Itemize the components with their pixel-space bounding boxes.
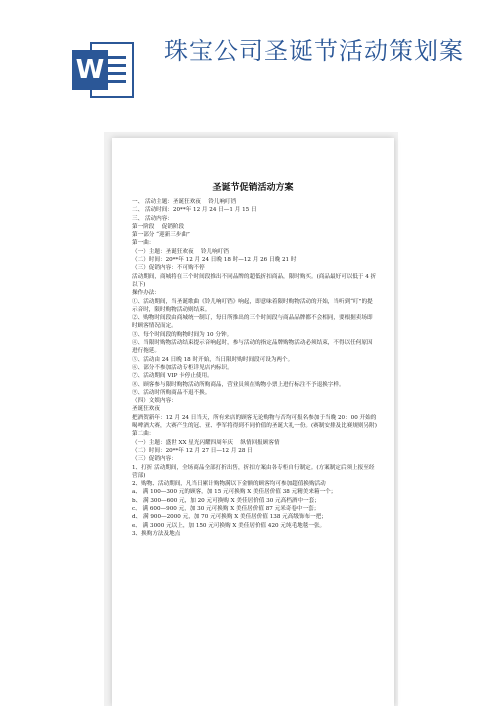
document-line: 把酒贺新年：12 月 24 日当天，所有来店的顾客无论购物与否均可报名参加于当晚 20：00 开始的喝啤酒大赛，大赛产生的冠、亚、季军将得到不同价值的圣诞大礼一份。(赛制安排及比赛规则另附) bbox=[132, 414, 377, 430]
document-line: 1、打折 活动期间，全场商品全部打折出售，折扣方案由各专柜自行制定。(方案制定后须上报至经营部) bbox=[132, 464, 375, 479]
document-line: （二）时间：20**年 12 月 24 日晚 18 时—12 月 26 日晚 21 时 bbox=[132, 257, 297, 264]
document-line: ⑨、活动时所购商品不退不换。 bbox=[132, 389, 211, 396]
document-line: ⑦、活动期间 VIP 卡停止使用。 bbox=[132, 373, 213, 380]
document-body bbox=[112, 198, 394, 538]
document-line: d、 满 900—2000 元，加 70 元可换购 X 美佳居价值 138 元高级饰布一把； bbox=[132, 514, 327, 521]
document-line: （三）促销内容： bbox=[132, 456, 177, 463]
document-line: 三、 活动内容： bbox=[132, 215, 173, 222]
document-line: 二、 活动时间：20**年 12 月 24 日—1 月 15 日 bbox=[132, 207, 257, 214]
document-line: 第二曲： bbox=[132, 431, 155, 438]
document-line: a、 满 100—300 元的顾客，加 15 元可换购 X 美佳居价值 38 元精美来箱一个； bbox=[132, 489, 337, 496]
document-line: ③、每个时间段的购物时间为 10 分钟。 bbox=[132, 331, 233, 338]
word-document-icon bbox=[72, 42, 134, 98]
document-line: （一）主题：盛世 XX 星光闪耀四周年庆 纵情回报顾客情 bbox=[132, 439, 280, 446]
document-line: 第一阶段 促销阶段 bbox=[132, 223, 185, 230]
document-line: （三）促销内容：不可购不停 bbox=[132, 265, 205, 272]
document-line: ⑧、顾客参与限时购物活动所购商品，营业员须在购物小票上进行标注不予退换字样。 bbox=[132, 381, 345, 388]
icon-letter: W bbox=[72, 50, 108, 90]
document-line: 圣诞狂欢夜 bbox=[132, 406, 160, 413]
document-line: ①、活动期间，当圣诞歌曲《铃儿响叮铛》响起，即意味着限时购物活动的开始，当听到“叮”的提示音时，限时购物活动则结束。 bbox=[132, 298, 373, 313]
document-page bbox=[112, 138, 394, 706]
document-line: （二）时间：20**年 12 月 27 日—12 月 28 日 bbox=[132, 447, 253, 454]
document-line: 第一曲： bbox=[132, 240, 155, 247]
document-line: ⑥、部分不参加活动专柜详见店内标识。 bbox=[132, 364, 233, 371]
document-line: 2、购物、活动期间，凡当日累计购物满以下金额的顾客均可参加超值换购活动 bbox=[132, 481, 326, 488]
document-line: b、 满 300—600 元，加 20 元可换购 X 美佳居价值 30 元高档酒中一套； bbox=[132, 497, 320, 504]
document-line: 一、 活动主题：圣诞狂欢夜 铃儿响叮铛 bbox=[132, 199, 237, 205]
page-title: 珠宝公司圣诞节活动策划案 bbox=[164, 37, 464, 65]
document-line: c、 满 600—900 元，加 30 元可换购 X 美佳居价值 87 元米奇卷中一套； bbox=[132, 505, 320, 512]
document-line: （四）文娱内容： bbox=[132, 398, 177, 405]
document-line: （一）主题：圣诞狂欢夜 铃儿响叮铛 bbox=[132, 248, 229, 255]
document-line: ④、当限时购物活动结束提示音响起时，参与活动的指定品牌购物活动必须结束，不得以任何原因进行拖延。 bbox=[132, 340, 373, 355]
document-line: e、 满 3000 元以上，加 150 元可换购 X 美佳居价值 420 元纯毛地毯一张。 bbox=[132, 522, 326, 529]
header-banner bbox=[0, 0, 500, 120]
document-line: 第一部分 “迎新三步曲” bbox=[132, 232, 190, 239]
document-line: 活动期间，商城将在三个时间段推出不同品牌的超低折扣商品，限时购买。(商品最好可以低于 4 折以下) bbox=[132, 273, 377, 288]
document-line: ②、购物时间段由商城统一制订，每日所推出的三个时间段与商品品牌都不会相同，要根据卖场即时顾客情况而定。 bbox=[132, 315, 373, 330]
document-title: 圣诞节促销活动方案 bbox=[212, 183, 294, 193]
document-line: 3、换购方法及地点 bbox=[132, 530, 181, 537]
document-line: 操作办法： bbox=[132, 290, 160, 297]
document-line: ⑤、活动由 24 日晚 18 时开始，当日限时购时间段可设为两个。 bbox=[132, 356, 294, 363]
